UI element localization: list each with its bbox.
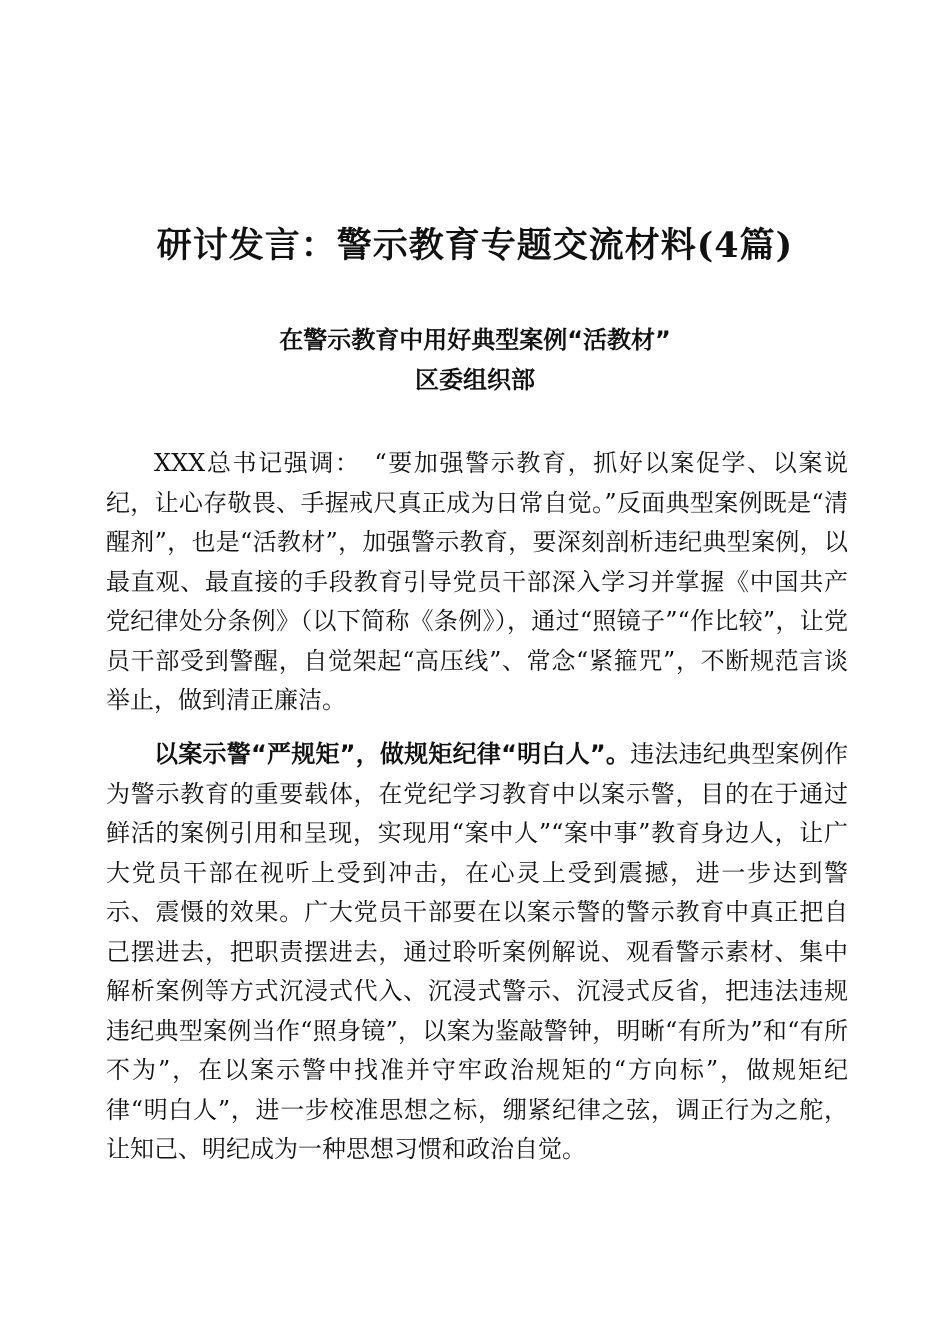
document-title: 研讨发言：警示教育专题交流材料(4篇) [156, 225, 794, 266]
section-title: 在警示教育中用好典型案例“活教材” [279, 326, 671, 354]
paragraph-2-text: 违法违纪典型案例作为警示教育的重要载体，在党纪学习教育中以案示警，目的在于通过鲜活的案例引用和呈现，实现用“案中人”“案中事”教育身边人，让广大党员干部在视听上受到冲击，在心灵上受到震撼，进一步达到警示、震慑的效果。广大党员干部要在以案示警的警示教育中真正把自己摆进去，把职责摆进去，通过聆听案例解说、观看警示素材、集中解析案例等方式沉浸式代入、沉浸式警示、沉浸式反省，把违法违规违纪典型案例当作“照身镜”，以案为鉴敲警钟，明晰“有所为”和“有所不为”，在以案示警中找准并守牢政治规矩的“方向标”，做规矩纪律“明白人”，进一步校准思想之标，绷紧纪律之弦，调正行为之舵，让知己、明纪成为一种思想习惯和政治自觉。 [106, 740, 848, 1163]
paragraph-2 [106, 735, 848, 1170]
paragraph-1 [106, 444, 848, 721]
paragraph-1-text: XXX总书记强调： “要加强警示教育，抓好以案促学、以案说纪，让心存敬畏、手握戒尺真正成为日常自觉。”反面典型案例既是“清醒剂”，也是“活教材”，加强警示教育，要深刻剖析违纪典型案例，以最直观、最直接的手段教育引导党员干部深入学习并掌握《中国共产党纪律处分条例》（以下简称《条例》），通过“照镜子”“作比较”，让党员干部受到警醒，自觉架起“高压线”、常念“紧箍咒”，不断规范言谈举止，做到清正廉洁。 [106, 449, 848, 714]
section-author: 区委组织部 [415, 366, 535, 394]
paragraph-2-lead: 以案示警“严规矩”，做规矩纪律“明白人”。 [154, 740, 631, 768]
